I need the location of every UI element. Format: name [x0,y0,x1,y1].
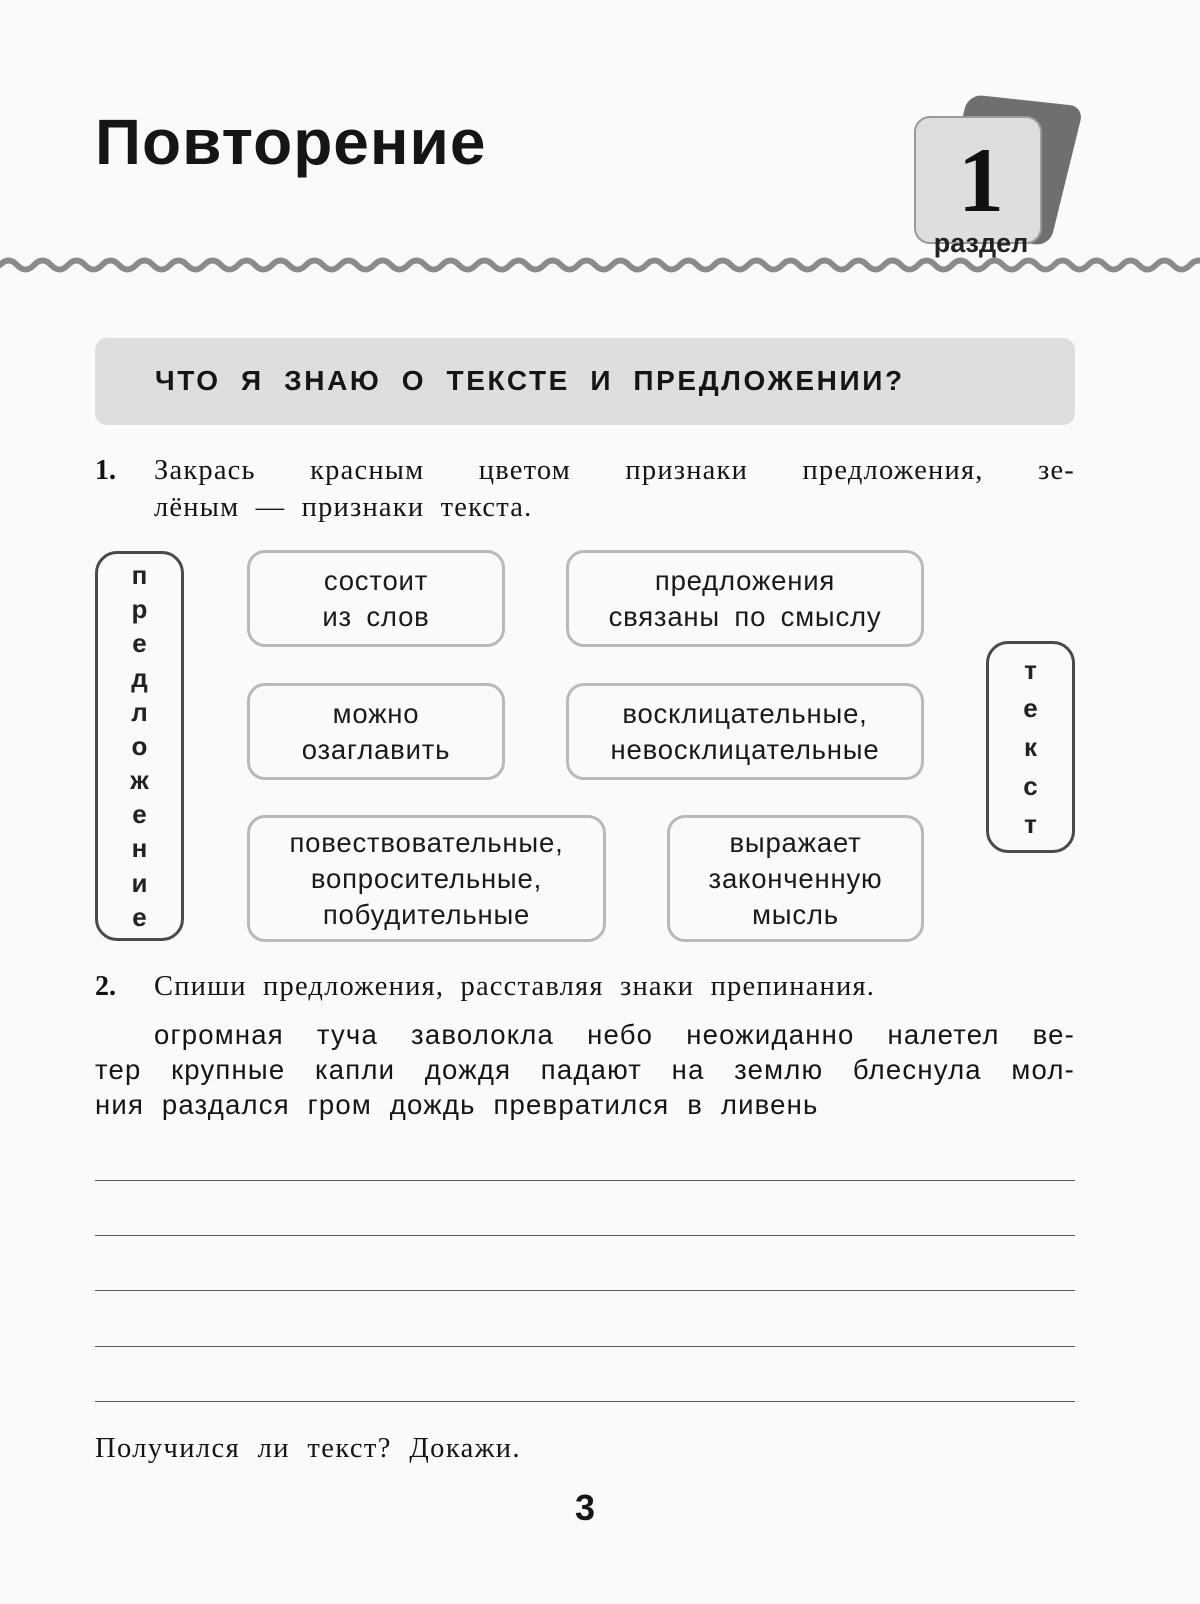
letter: д [131,662,148,693]
page-number: 3 [574,1487,596,1528]
sign-card-sentences-linked-by-meaning[interactable] [566,550,924,647]
card-line: можно [332,697,420,729]
dictation-line: огромная туча заволокла небо неожиданно налетел ве- [154,1019,1075,1050]
card-line: состоит [323,564,429,596]
writing-line[interactable] [95,1401,1075,1402]
letter: к [1023,731,1037,762]
card-line: невосклицательные [610,733,880,765]
letter: е [1023,693,1038,724]
sign-card-can-be-titled[interactable] [247,683,505,780]
task-2-instruction: Спиши предложения, расставляя знаки препинания. [154,971,876,1002]
card-line: связаны по смыслу [608,600,882,632]
letter: с [1023,770,1038,801]
wave-divider [0,255,1200,275]
text-label[interactable] [986,641,1075,853]
task-2-number: 2. [95,971,116,1002]
topic-title: ЧТО Я ЗНАЮ О ТЕКСТЕ И ПРЕДЛОЖЕНИИ? [155,365,905,396]
page-title: Повторение [95,106,487,178]
section-label: раздел [933,228,1029,258]
dictation-text [95,1017,1075,1122]
card-line: законченную [708,862,883,894]
badge-tab [914,116,1042,258]
writing-line[interactable] [95,1180,1075,1181]
letter: и [131,867,148,898]
task-1-line: Закрась красным цветом признаки предложения, зе- [154,455,1075,486]
card-line: вопросительные, [310,862,543,894]
sign-card-consists-of-words[interactable] [247,550,505,647]
letter: п [131,560,148,591]
letter: р [131,594,148,625]
card-line: побудительные [322,898,531,930]
card-line: восклицательные, [622,697,868,729]
sign-card-sentence-purpose[interactable] [247,815,606,942]
letter: е [132,901,147,932]
section-badge [912,98,1077,258]
card-line: из слов [322,600,430,632]
letter: е [132,799,147,830]
task-1-line: лёным — признаки текста. [154,492,533,523]
writing-line[interactable] [95,1235,1075,1236]
letter: е [132,628,147,659]
letter: ж [130,765,149,796]
letter: о [131,730,148,761]
follow-up-question: Получился ли текст? Докажи. [95,1433,521,1464]
task-1-number: 1. [95,455,116,486]
card-line: озаглавить [301,733,451,765]
sign-card-complete-thought[interactable] [667,815,924,942]
topic-banner [95,338,1075,425]
letter: л [131,696,148,727]
dictation-line: ния раздался гром дождь превратился в ливень [95,1089,819,1120]
writing-line[interactable] [95,1290,1075,1291]
section-number: 1 [958,129,1004,231]
dictation-line: тер крупные капли дождя падают на землю блеснула мол- [95,1054,1075,1085]
letter: т [1024,809,1037,840]
letter: т [1024,654,1037,685]
card-line: выражает [729,826,862,858]
writing-line[interactable] [95,1346,1075,1347]
card-line: повествовательные, [289,826,564,858]
letter: н [131,833,148,864]
sentence-label[interactable] [95,551,184,941]
card-line: мысль [752,898,839,930]
task-1-text [154,452,1075,526]
card-line: предложения [654,564,836,596]
sign-card-exclamatory[interactable] [566,683,924,780]
